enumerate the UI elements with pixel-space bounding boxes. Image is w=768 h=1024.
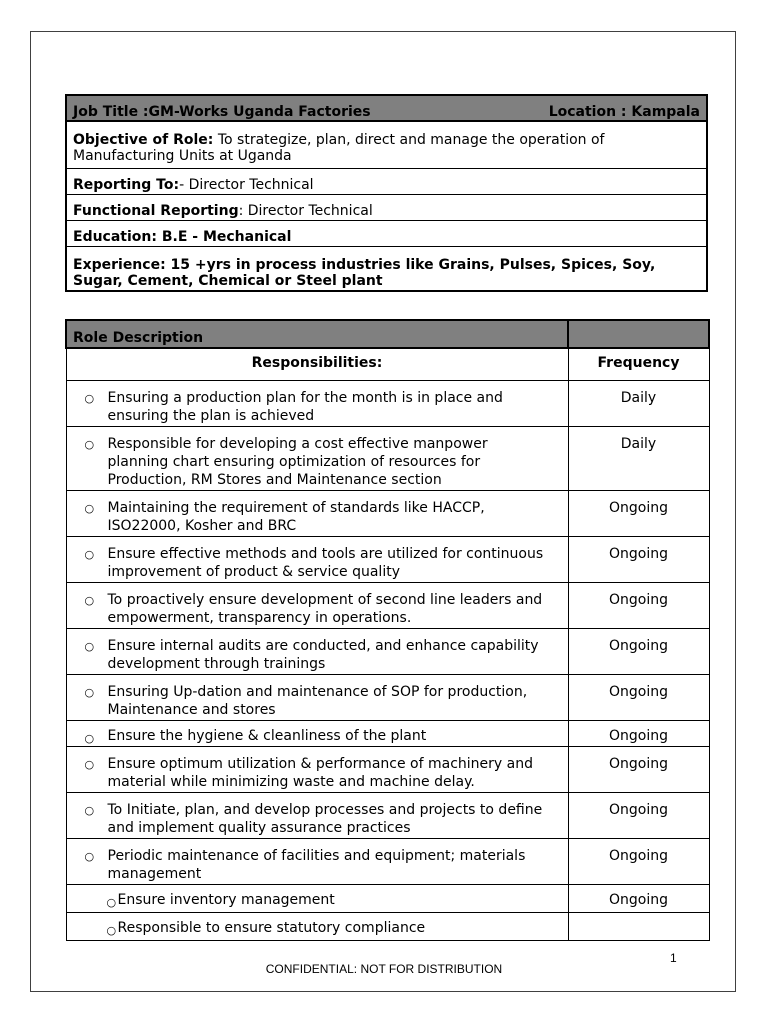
- responsibility-text: [66, 583, 568, 629]
- col-frequency: Frequency: [568, 348, 709, 381]
- responsibility-text: [66, 839, 568, 885]
- frequency-value: [568, 913, 709, 941]
- functional-text: : Director Technical: [238, 203, 373, 219]
- objective-label: Objective of Role:: [73, 132, 214, 148]
- responsibility-text: [66, 747, 568, 793]
- responsibility-row: [66, 537, 709, 583]
- responsibility-row: [66, 491, 709, 537]
- responsibility-row: [66, 629, 709, 675]
- responsibility-label: Periodic maintenance of facilities and equipment; materials management: [107, 848, 526, 882]
- bullet-icon: ○: [84, 686, 95, 699]
- objective-text: To strategize, plan, direct and manage the operation of: [213, 132, 605, 148]
- col-responsibilities: Responsibilities:: [66, 348, 568, 381]
- responsibility-label: Ensure internal audits are conducted, and enhance capability development through trainings: [107, 638, 539, 672]
- functional-reporting-row: [67, 194, 706, 220]
- responsibility-label: To Initiate, plan, and develop processes and projects to define and implement quality assurance practices: [107, 802, 543, 836]
- job-info-table: [65, 94, 708, 292]
- responsibility-label: Ensure effective methods and tools are utilized for continuous improvement of product & service quality: [107, 546, 544, 580]
- responsibility-row: [66, 839, 709, 885]
- responsibility-row: [66, 793, 709, 839]
- bullet-icon: ○: [84, 548, 95, 561]
- responsibility-row: [66, 381, 709, 427]
- responsibility-row: [66, 583, 709, 629]
- bullet-icon: ○: [84, 640, 95, 653]
- responsibility-label: Ensure inventory management: [117, 892, 335, 908]
- responsibility-row: [66, 885, 709, 913]
- responsibility-row: [66, 747, 709, 793]
- frequency-value: Ongoing: [568, 583, 709, 629]
- bullet-icon: ○: [106, 924, 117, 937]
- responsibility-label: Responsible to ensure statutory compliance: [117, 920, 426, 936]
- functional-label: Functional Reporting: [73, 203, 239, 219]
- responsibility-text: [66, 885, 568, 913]
- responsibility-text: [66, 381, 568, 427]
- bullet-icon: ○: [84, 392, 95, 405]
- reporting-row: [67, 168, 706, 194]
- responsibility-label: Ensuring Up-dation and maintenance of SOP for production, Maintenance and stores: [107, 684, 528, 718]
- role-title-blank: [568, 320, 709, 348]
- responsibility-row: [66, 427, 709, 491]
- page-number: 1: [670, 951, 677, 965]
- responsibility-text: [66, 793, 568, 839]
- responsibility-row: [66, 913, 709, 941]
- responsibility-label: Ensure the hygiene & cleanliness of the plant: [107, 728, 427, 744]
- frequency-value: Ongoing: [568, 793, 709, 839]
- bullet-icon: ○: [84, 758, 95, 771]
- role-title: Role Description: [66, 320, 568, 348]
- frequency-value: Daily: [568, 381, 709, 427]
- responsibility-text: [66, 491, 568, 537]
- bullet-icon: ○: [84, 732, 95, 745]
- responsibility-row: [66, 721, 709, 747]
- bullet-icon: ○: [84, 594, 95, 607]
- experience-line-1: Experience: 15 +yrs in process industries like Grains, Pulses, Spices, Soy,: [73, 257, 656, 273]
- responsibility-label: Ensure optimum utilization & performance of machinery and material while minimizing waste and machine delay.: [107, 756, 533, 790]
- job-location: Location : Kampala: [548, 104, 700, 120]
- frequency-value: Ongoing: [568, 675, 709, 721]
- experience-row: [67, 246, 706, 290]
- bullet-icon: ○: [84, 804, 95, 817]
- role-description-table: [65, 319, 710, 941]
- bullet-icon: ○: [84, 438, 95, 451]
- frequency-value: Ongoing: [568, 885, 709, 913]
- frequency-value: Ongoing: [568, 537, 709, 583]
- frequency-value: Ongoing: [568, 839, 709, 885]
- job-title-row: [67, 96, 706, 122]
- responsibility-text: [66, 675, 568, 721]
- responsibility-label: Responsible for developing a cost effective manpower planning chart ensuring optimization of resources for Production, RM Stores and Maintenance section: [107, 436, 488, 488]
- confidential-footer: CONFIDENTIAL: NOT FOR DISTRIBUTION: [265, 962, 503, 976]
- responsibility-label: Ensuring a production plan for the month is in place and ensuring the plan is achieved: [107, 390, 503, 424]
- reporting-label: Reporting To:: [73, 177, 180, 193]
- education-row: [67, 220, 706, 246]
- objective-text-2: Manufacturing Units at Uganda: [73, 148, 292, 164]
- frequency-value: Ongoing: [568, 721, 709, 747]
- responsibility-label: To proactively ensure development of second line leaders and empowerment, transparency in operations.: [107, 592, 543, 626]
- responsibility-text: [66, 629, 568, 675]
- responsibility-label: Maintaining the requirement of standards like HACCP, ISO22000, Kosher and BRC: [107, 500, 485, 534]
- experience-line-2: Sugar, Cement, Chemical or Steel plant: [73, 273, 383, 289]
- bullet-icon: ○: [84, 502, 95, 515]
- responsibility-text: [66, 427, 568, 491]
- bullet-icon: ○: [106, 896, 117, 909]
- responsibility-text: [66, 537, 568, 583]
- frequency-value: Ongoing: [568, 491, 709, 537]
- education-text: Education: B.E - Mechanical: [73, 229, 292, 245]
- bullet-icon: ○: [84, 850, 95, 863]
- job-title: Job Title :GM-Works Uganda Factories: [73, 104, 371, 120]
- objective-row: [67, 122, 706, 168]
- frequency-value: Daily: [568, 427, 709, 491]
- frequency-value: Ongoing: [568, 747, 709, 793]
- reporting-text: - Director Technical: [179, 177, 314, 193]
- responsibility-row: [66, 675, 709, 721]
- responsibility-text: [66, 913, 568, 941]
- responsibility-text: [66, 721, 568, 747]
- frequency-value: Ongoing: [568, 629, 709, 675]
